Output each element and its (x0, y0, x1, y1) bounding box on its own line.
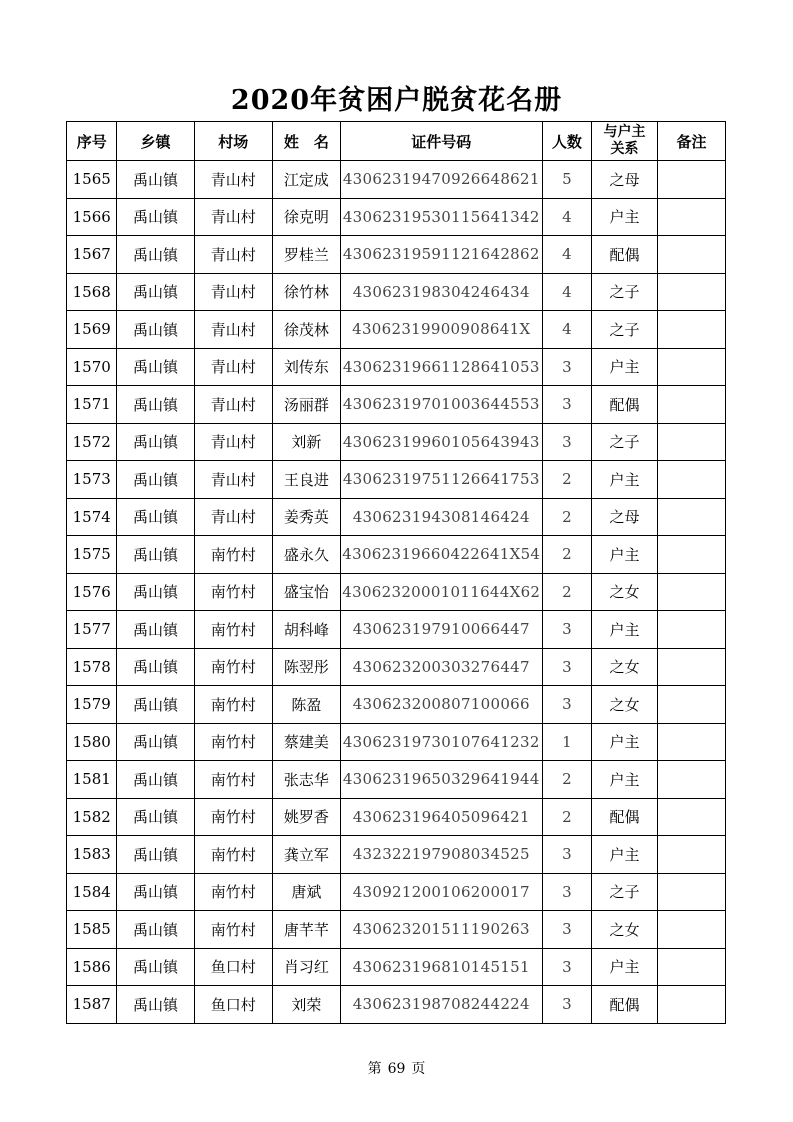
cell-village: 青山村 (194, 498, 272, 536)
cell-name: 唐斌 (272, 873, 340, 911)
cell-town: 禹山镇 (117, 836, 194, 874)
cell-village: 鱼口村 (194, 986, 272, 1024)
cell-relation: 之女 (592, 686, 658, 724)
cell-seq: 1577 (67, 611, 117, 649)
cell-relation: 之母 (592, 498, 658, 536)
cell-seq: 1573 (67, 461, 117, 499)
cell-name: 刘传东 (272, 348, 340, 386)
cell-relation: 之子 (592, 873, 658, 911)
cell-village: 青山村 (194, 161, 272, 199)
cell-town: 禹山镇 (117, 798, 194, 836)
cell-town: 禹山镇 (117, 348, 194, 386)
cell-town: 禹山镇 (117, 686, 194, 724)
cell-name: 徐竹林 (272, 273, 340, 311)
cell-remark (658, 273, 726, 311)
table-row (67, 573, 726, 611)
cell-remark (658, 836, 726, 874)
cell-id-number: 430921200106200017 (340, 873, 542, 911)
cell-seq: 1571 (67, 386, 117, 424)
cell-remark (658, 573, 726, 611)
cell-id-number: 430623201511190263 (340, 911, 542, 949)
cell-relation: 户主 (592, 461, 658, 499)
cell-village: 青山村 (194, 236, 272, 274)
cell-name: 蔡建美 (272, 723, 340, 761)
cell-count: 2 (542, 573, 591, 611)
cell-town: 禹山镇 (117, 461, 194, 499)
cell-seq: 1582 (67, 798, 117, 836)
cell-remark (658, 611, 726, 649)
cell-town: 禹山镇 (117, 723, 194, 761)
cell-relation: 配偶 (592, 386, 658, 424)
cell-relation: 户主 (592, 348, 658, 386)
footer-prefix: 第 (367, 1061, 382, 1077)
cell-relation: 户主 (592, 536, 658, 574)
cell-town: 禹山镇 (117, 198, 194, 236)
cell-count: 4 (542, 311, 591, 349)
cell-relation: 之女 (592, 911, 658, 949)
cell-town: 禹山镇 (117, 948, 194, 986)
cell-relation: 之子 (592, 311, 658, 349)
cell-name: 姚罗香 (272, 798, 340, 836)
cell-count: 3 (542, 873, 591, 911)
roster-table (66, 121, 726, 1024)
table-row (67, 911, 726, 949)
cell-town: 禹山镇 (117, 423, 194, 461)
cell-seq: 1569 (67, 311, 117, 349)
cell-town: 禹山镇 (117, 536, 194, 574)
cell-id-number: 430623198304246434 (340, 273, 542, 311)
cell-id-number: 430623198708244224 (340, 986, 542, 1024)
cell-name: 盛宝怡 (272, 573, 340, 611)
cell-id-number: 432322197908034525 (340, 836, 542, 874)
cell-name: 王良进 (272, 461, 340, 499)
cell-relation: 户主 (592, 761, 658, 799)
cell-name: 姜秀英 (272, 498, 340, 536)
cell-relation: 户主 (592, 948, 658, 986)
table-row (67, 498, 726, 536)
cell-seq: 1579 (67, 686, 117, 724)
cell-village: 鱼口村 (194, 948, 272, 986)
cell-id-number: 430623200303276447 (340, 648, 542, 686)
cell-count: 4 (542, 236, 591, 274)
cell-name: 张志华 (272, 761, 340, 799)
table-row (67, 986, 726, 1024)
page-footer (0, 1058, 793, 1078)
cell-seq: 1570 (67, 348, 117, 386)
cell-id-number: 430623196810145151 (340, 948, 542, 986)
cell-name: 龚立军 (272, 836, 340, 874)
table-row (67, 948, 726, 986)
table-row (67, 648, 726, 686)
cell-seq: 1586 (67, 948, 117, 986)
cell-town: 禹山镇 (117, 911, 194, 949)
table-row (67, 386, 726, 424)
cell-count: 2 (542, 798, 591, 836)
cell-remark (658, 798, 726, 836)
cell-remark (658, 461, 726, 499)
cell-remark (658, 498, 726, 536)
header-village: 村场 (194, 122, 272, 161)
cell-remark (658, 948, 726, 986)
cell-seq: 1587 (67, 986, 117, 1024)
cell-seq: 1581 (67, 761, 117, 799)
cell-town: 禹山镇 (117, 573, 194, 611)
footer-suffix: 页 (411, 1061, 426, 1077)
cell-name: 唐芊芊 (272, 911, 340, 949)
cell-relation: 之母 (592, 161, 658, 199)
cell-seq: 1580 (67, 723, 117, 761)
cell-village: 南竹村 (194, 798, 272, 836)
cell-village: 青山村 (194, 348, 272, 386)
cell-remark (658, 423, 726, 461)
cell-id-number: 43062319730107641232 (340, 723, 542, 761)
header-count: 人数 (542, 122, 591, 161)
cell-count: 3 (542, 686, 591, 724)
cell-id-number: 43062319701003644553 (340, 386, 542, 424)
cell-count: 3 (542, 911, 591, 949)
cell-seq: 1565 (67, 161, 117, 199)
cell-town: 禹山镇 (117, 273, 194, 311)
cell-town: 禹山镇 (117, 761, 194, 799)
cell-village: 南竹村 (194, 573, 272, 611)
cell-id-number: 43062319591121642862 (340, 236, 542, 274)
table-row (67, 161, 726, 199)
cell-village: 青山村 (194, 461, 272, 499)
cell-town: 禹山镇 (117, 161, 194, 199)
cell-count: 2 (542, 761, 591, 799)
cell-count: 2 (542, 536, 591, 574)
table-row (67, 611, 726, 649)
cell-relation: 配偶 (592, 236, 658, 274)
table-row (67, 723, 726, 761)
cell-id-number: 43062319900908641X (340, 311, 542, 349)
cell-count: 3 (542, 348, 591, 386)
cell-relation: 之子 (592, 423, 658, 461)
cell-village: 青山村 (194, 423, 272, 461)
cell-village: 南竹村 (194, 536, 272, 574)
cell-relation: 之子 (592, 273, 658, 311)
cell-count: 3 (542, 986, 591, 1024)
cell-name: 刘荣 (272, 986, 340, 1024)
cell-town: 禹山镇 (117, 611, 194, 649)
cell-id-number: 43062320001011644X62 (340, 573, 542, 611)
cell-town: 禹山镇 (117, 311, 194, 349)
cell-id-number: 43062319650329641944 (340, 761, 542, 799)
cell-seq: 1574 (67, 498, 117, 536)
cell-remark (658, 536, 726, 574)
table-row (67, 236, 726, 274)
cell-count: 3 (542, 836, 591, 874)
table-row (67, 761, 726, 799)
cell-village: 青山村 (194, 273, 272, 311)
cell-name: 盛永久 (272, 536, 340, 574)
table-row (67, 198, 726, 236)
cell-name: 汤丽群 (272, 386, 340, 424)
cell-seq: 1575 (67, 536, 117, 574)
cell-id-number: 430623200807100066 (340, 686, 542, 724)
header-name: 姓 名 (272, 122, 340, 161)
cell-relation: 户主 (592, 723, 658, 761)
header-relation (592, 122, 658, 161)
cell-name: 徐克明 (272, 198, 340, 236)
cell-relation: 户主 (592, 836, 658, 874)
cell-name: 刘新 (272, 423, 340, 461)
cell-name: 徐茂林 (272, 311, 340, 349)
header-remark: 备注 (658, 122, 726, 161)
cell-seq: 1585 (67, 911, 117, 949)
cell-id-number: 43062319751126641753 (340, 461, 542, 499)
header-relation-line2: 关系 (610, 141, 639, 157)
cell-count: 5 (542, 161, 591, 199)
cell-count: 3 (542, 611, 591, 649)
cell-relation: 之女 (592, 648, 658, 686)
cell-remark (658, 911, 726, 949)
cell-town: 禹山镇 (117, 873, 194, 911)
cell-relation: 配偶 (592, 986, 658, 1024)
table-row (67, 798, 726, 836)
cell-village: 青山村 (194, 386, 272, 424)
cell-count: 4 (542, 198, 591, 236)
cell-id-number: 43062319660422641X54 (340, 536, 542, 574)
cell-remark (658, 686, 726, 724)
cell-remark (658, 648, 726, 686)
cell-seq: 1568 (67, 273, 117, 311)
cell-name: 陈翌彤 (272, 648, 340, 686)
cell-village: 南竹村 (194, 723, 272, 761)
cell-count: 4 (542, 273, 591, 311)
cell-village: 南竹村 (194, 611, 272, 649)
cell-remark (658, 161, 726, 199)
cell-seq: 1566 (67, 198, 117, 236)
cell-remark (658, 236, 726, 274)
cell-remark (658, 986, 726, 1024)
table-row (67, 348, 726, 386)
cell-town: 禹山镇 (117, 986, 194, 1024)
cell-id-number: 43062319661128641053 (340, 348, 542, 386)
cell-count: 3 (542, 948, 591, 986)
cell-seq: 1584 (67, 873, 117, 911)
cell-count: 2 (542, 461, 591, 499)
cell-name: 肖习红 (272, 948, 340, 986)
cell-id-number: 430623194709266486​21 (340, 161, 542, 199)
cell-village: 南竹村 (194, 836, 272, 874)
cell-id-number: 430623197910066447 (340, 611, 542, 649)
cell-count: 3 (542, 648, 591, 686)
cell-seq: 1583 (67, 836, 117, 874)
cell-remark (658, 311, 726, 349)
cell-seq: 1576 (67, 573, 117, 611)
cell-relation: 之女 (592, 573, 658, 611)
cell-relation: 户主 (592, 611, 658, 649)
cell-village: 南竹村 (194, 686, 272, 724)
cell-seq: 1578 (67, 648, 117, 686)
cell-relation: 配偶 (592, 798, 658, 836)
header-id-number: 证件号码 (340, 122, 542, 161)
cell-seq: 1567 (67, 236, 117, 274)
cell-name: 江定成 (272, 161, 340, 199)
cell-seq: 1572 (67, 423, 117, 461)
cell-village: 南竹村 (194, 911, 272, 949)
cell-count: 1 (542, 723, 591, 761)
cell-remark (658, 723, 726, 761)
cell-remark (658, 386, 726, 424)
cell-id-number: 43062319960105643943 (340, 423, 542, 461)
table-row (67, 311, 726, 349)
table-header-row (67, 122, 726, 161)
cell-name: 胡科峰 (272, 611, 340, 649)
cell-village: 青山村 (194, 198, 272, 236)
cell-id-number: 43062319530115641342 (340, 198, 542, 236)
cell-village: 青山村 (194, 311, 272, 349)
cell-count: 3 (542, 386, 591, 424)
cell-count: 2 (542, 498, 591, 536)
table-row (67, 273, 726, 311)
cell-relation: 户主 (592, 198, 658, 236)
document-title: 2020年贫困户脱贫花名册 (230, 85, 563, 116)
header-seq: 序号 (67, 122, 117, 161)
cell-remark (658, 761, 726, 799)
cell-village: 南竹村 (194, 873, 272, 911)
cell-count: 3 (542, 423, 591, 461)
cell-id-number: 430623196405096421 (340, 798, 542, 836)
page-number: 69 (387, 1061, 406, 1077)
cell-remark (658, 348, 726, 386)
table-row (67, 536, 726, 574)
cell-village: 南竹村 (194, 648, 272, 686)
header-relation-line1: 与户主 (603, 124, 646, 140)
cell-name: 罗桂兰 (272, 236, 340, 274)
table-row (67, 686, 726, 724)
table-row (67, 836, 726, 874)
table-row (67, 423, 726, 461)
cell-village: 南竹村 (194, 761, 272, 799)
cell-id-number: 430623194308146424 (340, 498, 542, 536)
header-town: 乡镇 (117, 122, 194, 161)
table-row (67, 873, 726, 911)
cell-name: 陈盈 (272, 686, 340, 724)
cell-town: 禹山镇 (117, 386, 194, 424)
cell-remark (658, 873, 726, 911)
cell-town: 禹山镇 (117, 498, 194, 536)
cell-town: 禹山镇 (117, 236, 194, 274)
cell-town: 禹山镇 (117, 648, 194, 686)
table-row (67, 461, 726, 499)
cell-remark (658, 198, 726, 236)
